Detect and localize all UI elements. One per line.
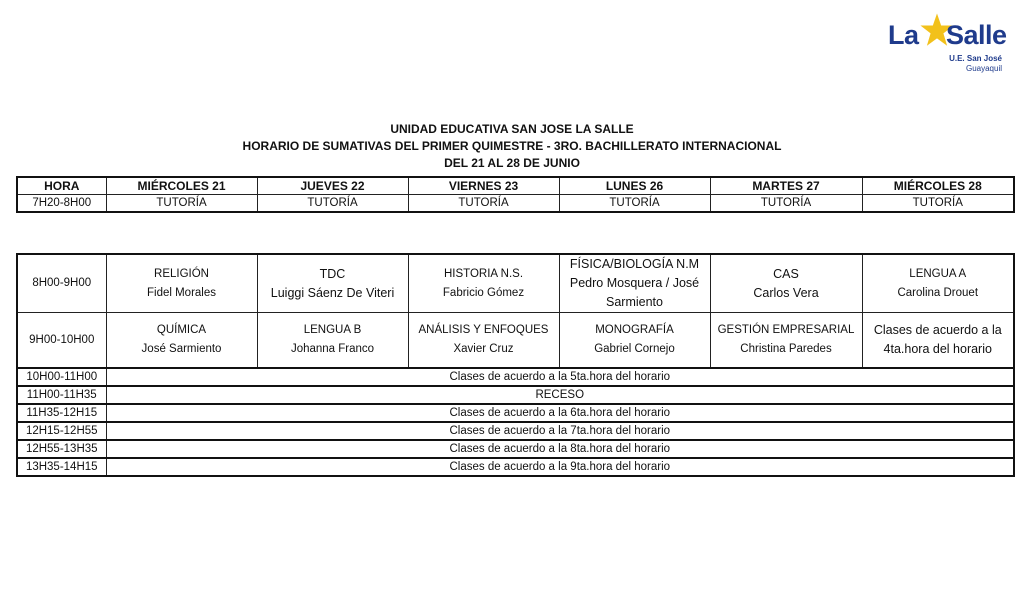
logo-la-text: La [888,20,919,50]
hour-cell: 12H15-12H55 [17,422,106,440]
hour-cell: 7H20-8H00 [17,195,106,213]
exam-teacher: Carolina Drouet [897,286,979,299]
schedule-row [17,404,1014,422]
la-salle-logo [884,8,1010,86]
hour-cell: 12H55-13H35 [17,440,106,458]
exam-teacher: Luiggi Sáenz De Viteri [270,285,395,300]
hour-cell: 11H00-11H35 [17,386,106,404]
schedule-row [17,368,1014,386]
tutoria-cell: TUTORÍA [710,195,862,213]
exam-subject: CAS [773,266,799,281]
logo-school-name: U.E. San José [949,54,1002,63]
row-note: RECESO [106,386,1014,404]
header-row [17,177,1014,195]
exam-subject: HISTORIA N.S. [443,267,524,280]
header-day: JUEVES 22 [257,177,408,195]
header-hora: HORA [17,177,106,195]
exam-cell [106,313,257,369]
exam-cell [559,254,710,313]
exam-subject: MONOGRAFÍA [595,324,674,336]
exam-teacher: Pedro Mosquera / José Sarmiento [569,276,700,309]
exam-subject: LENGUA B [303,324,362,336]
exam-cell [862,313,1014,369]
exam-cell [408,254,559,313]
header-day: VIERNES 23 [408,177,559,195]
exam-subject: TDC [319,266,346,281]
schedule-row [17,440,1014,458]
hour-cell: 8H00-9H00 [17,254,106,313]
exam-teacher: Fabricio Gómez [442,286,525,299]
exam-subject: LENGUA A [909,267,967,280]
exam-cell [862,254,1014,313]
hour-cell: 11H35-12H15 [17,404,106,422]
exam-cell [257,313,408,369]
tutoria-cell: TUTORÍA [862,195,1014,213]
row-note: Clases de acuerdo a la 6ta.hora del horario [106,404,1014,422]
row-note: Clases de acuerdo a la 5ta.hora del horario [106,368,1014,386]
schedule-header-table [16,176,1015,213]
document-titles [0,121,1024,172]
logo-salle-text: Salle [946,20,1007,50]
exam-schedule-table [16,253,1015,477]
exam-slot-row [17,254,1014,313]
exam-cell [559,313,710,369]
row-note: Clases de acuerdo a la 9ta.hora del horario [106,458,1014,476]
date-range-title: DEL 21 AL 28 DE JUNIO [444,156,580,170]
exam-subject: Clases de acuerdo a la 4ta.hora del horario [873,323,1002,356]
header-day: LUNES 26 [559,177,710,195]
row-note: Clases de acuerdo a la 8ta.hora del horario [106,440,1014,458]
exam-cell [710,313,862,369]
exam-subject: RELIGIÓN [154,267,209,280]
exam-cell [408,313,559,369]
exam-teacher: José Sarmiento [141,343,222,355]
exam-teacher: Gabriel Cornejo [594,343,675,355]
exam-slot-row [17,313,1014,369]
exam-subject: QUÍMICA [156,324,207,336]
schedule-title: HORARIO DE SUMATIVAS DEL PRIMER QUIMESTRE - 3RO. BACHILLERATO INTERNACIONAL [242,139,782,153]
exam-teacher: Carlos Vera [753,285,819,300]
exam-teacher: Christina Paredes [740,343,832,355]
tutoria-cell: TUTORÍA [106,195,257,213]
exam-teacher: Fidel Morales [146,286,217,299]
exam-cell [710,254,862,313]
tutoria-cell: TUTORÍA [257,195,408,213]
school-title: UNIDAD EDUCATIVA SAN JOSE LA SALLE [390,122,634,136]
exam-teacher: Johanna Franco [290,343,375,355]
schedule-row [17,422,1014,440]
schedule-row [17,386,1014,404]
exam-cell [257,254,408,313]
header-day: MIÉRCOLES 21 [106,177,257,195]
logo-city: Guayaquil [965,64,1002,73]
exam-cell [106,254,257,313]
header-day: MIÉRCOLES 28 [862,177,1014,195]
hour-cell: 9H00-10H00 [17,313,106,369]
schedule-row [17,458,1014,476]
hour-cell: 10H00-11H00 [17,368,106,386]
row-note: Clases de acuerdo a la 7ta.hora del horario [106,422,1014,440]
tutoria-cell: TUTORÍA [408,195,559,213]
hour-cell: 13H35-14H15 [17,458,106,476]
exam-subject: ANÁLISIS Y ENFOQUES [418,324,549,336]
exam-subject: GESTIÓN EMPRESARIAL [717,324,855,336]
tutoria-row [17,195,1014,213]
exam-teacher: Xavier Cruz [453,343,514,355]
logo-wordmark [884,20,1010,54]
header-day: MARTES 27 [710,177,862,195]
tutoria-cell: TUTORÍA [559,195,710,213]
exam-subject: FÍSICA/BIOLOGÍA N.M [569,257,700,271]
